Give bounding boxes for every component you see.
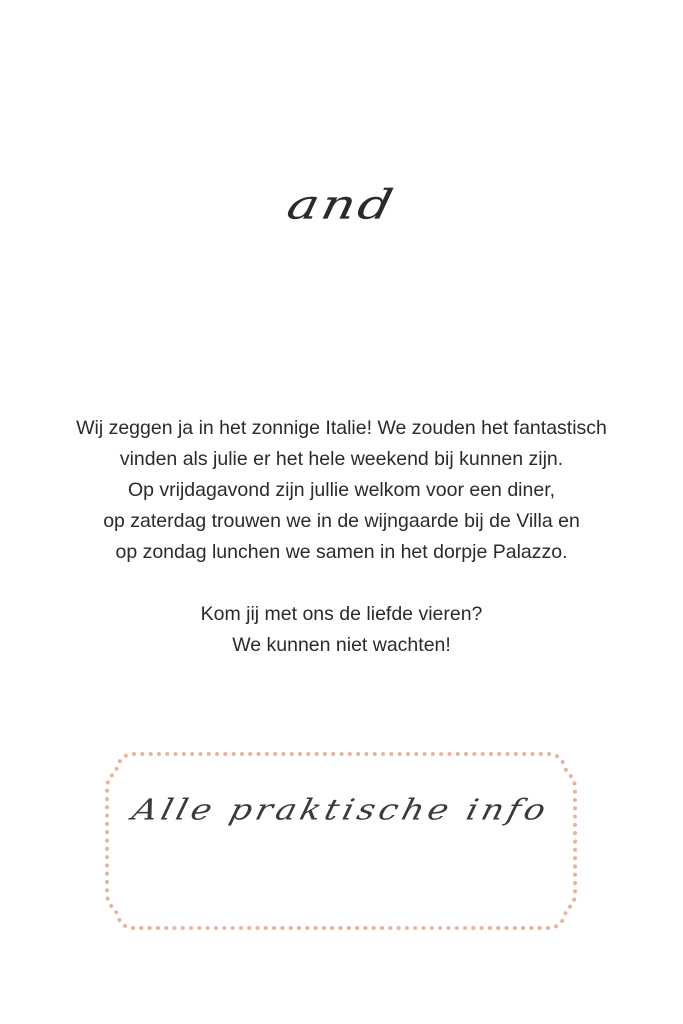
info-box-label[interactable]: Alle praktische info bbox=[128, 793, 554, 827]
invitation-line: vinden als julie er het hele weekend bij kunnen zijn. bbox=[119, 448, 564, 470]
script-word-and: and bbox=[283, 181, 400, 229]
script-heading bbox=[0, 150, 683, 260]
info-box-label-wrap[interactable] bbox=[104, 775, 578, 845]
closing-line: We kunnen niet wachten! bbox=[232, 634, 451, 656]
invitation-line: op zaterdag trouwen we in de wijngaarde bij de Villa en bbox=[103, 510, 580, 532]
paragraph-gap bbox=[30, 568, 653, 599]
invitation-line: Op vrijdagavond zijn jullie welkom voor een diner, bbox=[127, 479, 556, 501]
invitation-line: op zondag lunchen we samen in het dorpje Palazzo. bbox=[115, 541, 568, 563]
invitation-text bbox=[30, 413, 653, 661]
invitation-line: Wij zeggen ja in het zonnige Italie! We zouden het fantastisch bbox=[76, 417, 607, 439]
closing-line: Kom jij met ons de liefde vieren? bbox=[200, 603, 483, 625]
